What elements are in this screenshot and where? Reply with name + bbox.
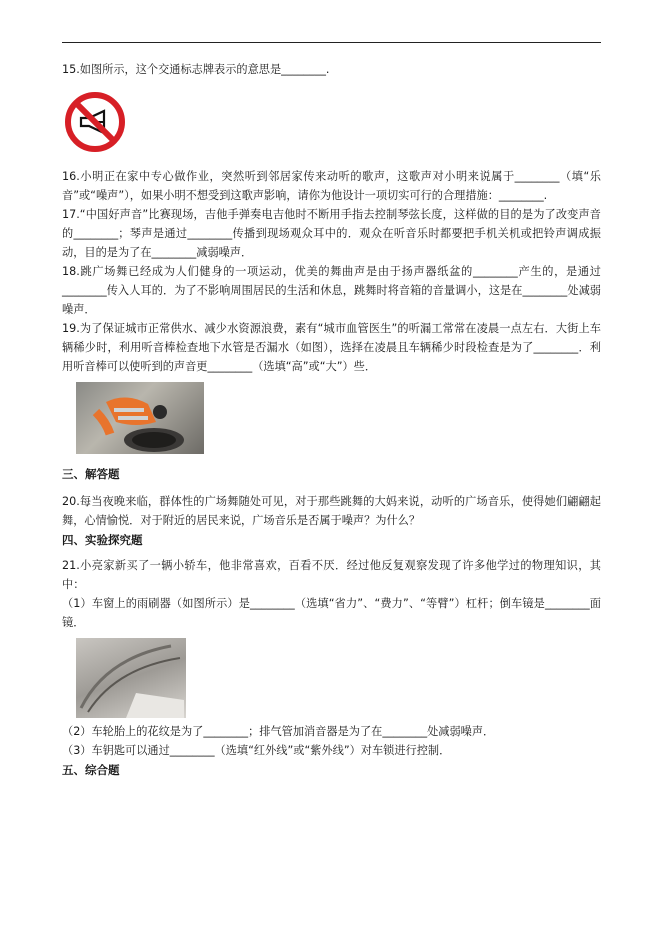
question-21: 21.小亮家新买了一辆小轿车，他非常喜欢，百看不厌．经过他反复观察发现了许多他学过的物理知识，其中： — [62, 559, 601, 591]
no-horn-sign-figure — [62, 79, 601, 167]
question-17: 17.“中国好声音”比赛现场，吉他手弹奏电吉他时不断用手指去控制琴弦长度，这样做的目的是为了改变声音的________；琴声是通过________传播到现场观众耳中的．观众在听音乐时都要把手机关机或把铃声调成振动，目的是为了在________减弱噪声． — [62, 208, 601, 259]
header-rule — [62, 42, 601, 43]
document-content — [62, 60, 601, 780]
question-18: 18.跳广场舞已经成为人们健身的一项运动，优美的舞曲声是由于扬声器纸盆的________产生的，是通过________传入人耳的．为了不影响周围居民的生活和休息，跳舞时将音箱的音量调小，这是在________处减弱噪声． — [62, 265, 601, 316]
wiper-photo — [76, 638, 186, 718]
no-horn-sign-icon — [64, 87, 126, 157]
section-5-heading: 五、综合题 — [62, 763, 120, 777]
question-20: 20.每当夜晚来临，群体性的广场舞随处可见，对于那些跳舞的大妈来说，动听的广场音乐，使得她们翩翩起舞，心情愉悦．对于附近的居民来说，广场音乐是否属于噪声？为什么？ — [62, 495, 601, 527]
question-19: 19.为了保证城市正常供水、减少水资源浪费，素有“城市血管医生”的听漏工常常在凌晨一点左右．大街上车辆稀少时，利用听音棒检查地下水管是否漏水（如图），选择在凌晨且车辆稀少时段检查是为了________．利用听音棒可以使听到的声音更________（选填“高”或“大”）些． — [62, 322, 601, 373]
section-4-heading: 四、实验探究题 — [62, 533, 143, 547]
question-21-part-2: （2）车轮胎上的花纹是为了________；排气管加消音器是为了在________处减弱噪声． — [62, 725, 495, 738]
question-15: 15.如图所示，这个交通标志牌表示的意思是________. — [62, 63, 330, 76]
section-3-heading: 三、解答题 — [62, 467, 120, 481]
worker-manhole-photo — [76, 382, 204, 454]
question-16: 16.小明正在家中专心做作业，突然听到邻居家传来动听的歌声，这歌声对小明来说属于________（填“乐音”或“噪声”），如果小明不想受到这歌声影响，请你为他设计一项切实可行的合理措施：________. — [62, 170, 601, 202]
question-21-part-3: （3）车钥匙可以通过________（选填“红外线”或“紫外线”）对车锁进行控制． — [62, 744, 451, 757]
question-21-part-1: （1）车窗上的雨刷器（如图所示）是________（选填“省力”、“费力”、“等臂”）杠杆；倒车镜是________面镜． — [62, 597, 601, 629]
